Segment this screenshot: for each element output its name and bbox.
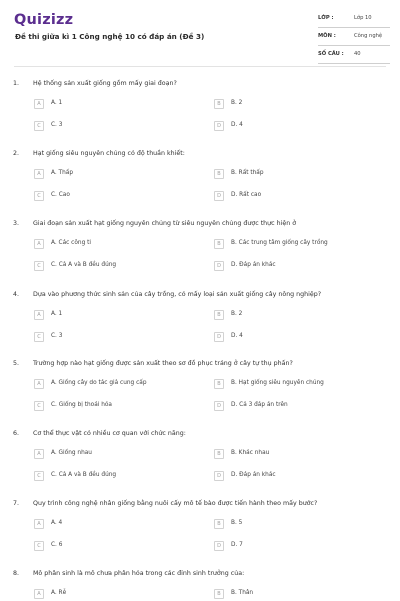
option-text: D. Đáp án khác	[231, 262, 276, 268]
option-checkbox[interactable]: C	[34, 471, 44, 481]
worksheet-title: Đề thi giữa kì 1 Công nghệ 10 có đáp án (Đề 3)	[15, 32, 205, 41]
question-number: 4.	[13, 291, 20, 298]
option-text: B. Các trung tâm giống cây trồng	[231, 240, 328, 246]
option-checkbox[interactable]: B	[214, 169, 224, 179]
answer-option[interactable]	[214, 449, 384, 461]
question-text: Hạt giống siêu nguyên chủng có độ thuần khiết:	[33, 150, 185, 157]
question-text: Mô phân sinh là mô chưa phân hóa trong các đỉnh sinh trưởng của:	[33, 570, 245, 577]
option-checkbox[interactable]: D	[214, 121, 224, 131]
option-checkbox[interactable]: D	[214, 261, 224, 271]
option-checkbox[interactable]: D	[214, 471, 224, 481]
question-number: 2.	[13, 150, 20, 157]
option-checkbox[interactable]: C	[34, 261, 44, 271]
option-checkbox[interactable]: A	[34, 379, 44, 389]
answer-option[interactable]	[214, 239, 384, 251]
option-text: A. Giống cây do tác giả cung cấp	[51, 380, 147, 386]
question-text: Dựa vào phương thức sinh sản của cây trồng, có mấy loại sản xuất giống cây nông nghiệp?	[33, 291, 322, 298]
option-checkbox[interactable]: C	[34, 121, 44, 131]
option-text: D. 4	[231, 333, 243, 339]
option-text: B. Khác nhau	[231, 450, 270, 456]
answer-option[interactable]	[214, 121, 384, 133]
option-checkbox[interactable]: A	[34, 449, 44, 459]
meta-label: SỐ CÂU :	[318, 51, 344, 57]
option-checkbox[interactable]: B	[214, 449, 224, 459]
option-text: A. Rễ	[51, 590, 67, 596]
option-checkbox[interactable]: D	[214, 191, 224, 201]
answer-option[interactable]	[214, 332, 384, 344]
answer-option[interactable]	[34, 121, 204, 133]
option-text: D. 4	[231, 122, 243, 128]
option-text: C. Giống bị thoái hóa	[51, 402, 112, 408]
question-block	[0, 500, 400, 564]
answer-option[interactable]	[34, 401, 204, 413]
meta-value: Lớp 10	[354, 15, 372, 21]
option-text: B. Thân	[231, 590, 254, 596]
answer-option[interactable]	[214, 589, 384, 601]
answer-option[interactable]	[214, 471, 384, 483]
option-text: D. Rất cao	[231, 192, 262, 198]
question-block	[0, 80, 400, 144]
answer-option[interactable]	[214, 99, 384, 111]
quizizz-logo: Quizizz	[14, 12, 74, 28]
option-text: D. Cả 3 đáp án trên	[231, 402, 288, 408]
question-block	[0, 150, 400, 214]
option-checkbox[interactable]: A	[34, 589, 44, 599]
meta-value: 40	[354, 51, 361, 57]
option-text: B. Hạt giống siêu nguyên chủng	[231, 380, 324, 386]
option-checkbox[interactable]: A	[34, 239, 44, 249]
option-text: C. 3	[51, 122, 63, 128]
option-text: A. Thấp	[51, 170, 73, 176]
option-checkbox[interactable]: B	[214, 239, 224, 249]
option-text: D. Đáp án khác	[231, 472, 276, 478]
answer-option[interactable]	[34, 310, 204, 322]
option-text: C. 6	[51, 542, 63, 548]
question-text: Cơ thể thực vật có nhiều cơ quan với chức năng:	[33, 430, 186, 437]
header-divider	[14, 66, 386, 67]
option-text: A. 1	[51, 311, 63, 317]
answer-option[interactable]	[214, 261, 384, 273]
option-checkbox[interactable]: B	[214, 379, 224, 389]
meta-row-class	[318, 14, 390, 28]
option-checkbox[interactable]: C	[34, 332, 44, 342]
answer-option[interactable]	[34, 99, 204, 111]
meta-label: MÔN :	[318, 33, 336, 39]
option-text: B. 5	[231, 520, 243, 526]
option-checkbox[interactable]: B	[214, 519, 224, 529]
answer-option[interactable]	[214, 191, 384, 203]
question-text: Quy trình công nghệ nhân giống bằng nuôi cấy mô tế bào được tiến hành theo mấy bước?	[33, 500, 318, 507]
meta-label: LỚP :	[318, 15, 334, 21]
question-block	[0, 360, 400, 424]
option-checkbox[interactable]: A	[34, 519, 44, 529]
option-text: A. Các công ti	[51, 240, 91, 246]
option-text: A. 1	[51, 100, 63, 106]
answer-option[interactable]	[34, 261, 204, 273]
option-text: A. Giống nhau	[51, 450, 92, 456]
question-block	[0, 570, 400, 600]
answer-option[interactable]	[214, 541, 384, 553]
option-checkbox[interactable]: B	[214, 589, 224, 599]
option-checkbox[interactable]: A	[34, 169, 44, 179]
question-block	[0, 430, 400, 494]
answer-option[interactable]	[34, 379, 204, 391]
option-checkbox[interactable]: C	[34, 191, 44, 201]
question-block	[0, 220, 400, 284]
option-checkbox[interactable]: D	[214, 541, 224, 551]
question-number: 6.	[13, 430, 20, 437]
worksheet-meta	[318, 14, 390, 68]
option-text: C. Cao	[51, 192, 70, 198]
meta-row-subject	[318, 32, 390, 46]
question-number: 8.	[13, 570, 20, 577]
option-text: C. 3	[51, 333, 63, 339]
answer-option[interactable]	[214, 401, 384, 413]
worksheet-header	[0, 0, 400, 66]
answer-option[interactable]	[34, 541, 204, 553]
option-text: D. 7	[231, 542, 243, 548]
answer-option[interactable]	[214, 169, 384, 181]
question-block	[0, 291, 400, 355]
answer-option[interactable]	[34, 191, 204, 203]
answer-option[interactable]	[34, 332, 204, 344]
question-number: 1.	[13, 80, 20, 87]
answer-option[interactable]	[214, 310, 384, 322]
option-checkbox[interactable]: A	[34, 99, 44, 109]
option-checkbox[interactable]: B	[214, 310, 224, 320]
meta-value: Công nghệ	[354, 33, 383, 39]
option-checkbox[interactable]: B	[214, 99, 224, 109]
question-number: 3.	[13, 220, 20, 227]
question-text: Giai đoạn sản xuất hạt giống nguyên chủng từ siêu nguyên chủng được thực hiện ở	[33, 220, 297, 227]
option-checkbox[interactable]: D	[214, 332, 224, 342]
option-text: A. 4	[51, 520, 63, 526]
option-text: B. 2	[231, 311, 243, 317]
answer-option[interactable]	[214, 519, 384, 531]
answer-option[interactable]	[34, 239, 204, 251]
answer-option[interactable]	[34, 589, 204, 601]
answer-option[interactable]	[34, 449, 204, 461]
question-text: Hệ thống sản xuất giống gồm mấy giai đoạn?	[33, 80, 177, 87]
meta-row-count	[318, 50, 390, 64]
option-text: B. 2	[231, 100, 243, 106]
option-checkbox[interactable]: C	[34, 541, 44, 551]
answer-option[interactable]	[214, 379, 384, 391]
question-text: Trường hợp nào hạt giống được sản xuất theo sơ đồ phục tráng ở cây tự thụ phấn?	[33, 360, 293, 367]
option-checkbox[interactable]: D	[214, 401, 224, 411]
question-number: 5.	[13, 360, 20, 367]
answer-option[interactable]	[34, 169, 204, 181]
option-text: B. Rất thấp	[231, 170, 264, 176]
option-text: C. Cả A và B đều đúng	[51, 472, 117, 478]
option-checkbox[interactable]: C	[34, 401, 44, 411]
question-number: 7.	[13, 500, 20, 507]
answer-option[interactable]	[34, 471, 204, 483]
option-checkbox[interactable]: A	[34, 310, 44, 320]
answer-option[interactable]	[34, 519, 204, 531]
option-text: C. Cả A và B đều đúng	[51, 262, 117, 268]
